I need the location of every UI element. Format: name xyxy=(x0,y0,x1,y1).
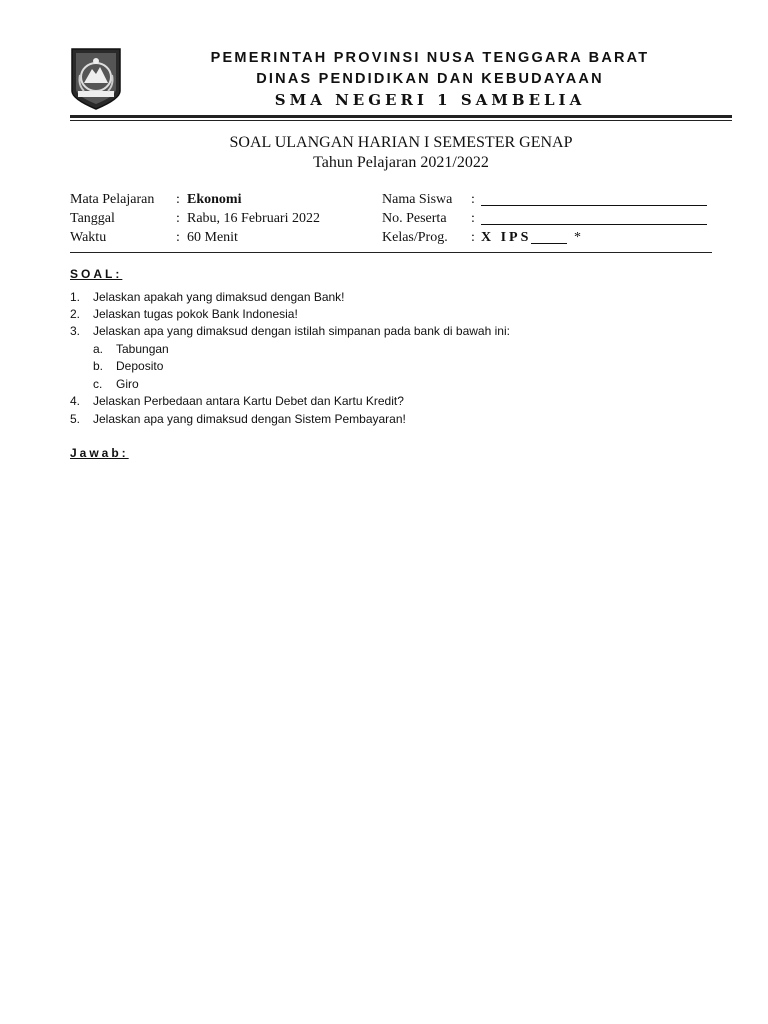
participant-number-field[interactable] xyxy=(481,211,707,230)
student-name-colon: : xyxy=(471,192,475,207)
question-number: 3. xyxy=(70,324,81,338)
soal-heading: SOAL: xyxy=(70,267,123,281)
info-divider xyxy=(70,252,712,253)
class-colon: : xyxy=(471,230,475,245)
participant-number-label: No. Peserta xyxy=(382,211,447,226)
question-number: 5. xyxy=(70,412,81,426)
question-text: Jelaskan apa yang dimaksud dengan istilah simpanan pada bank di bawah ini: xyxy=(93,324,510,338)
class-suffix: * xyxy=(574,230,581,245)
header-divider-thick xyxy=(70,115,732,118)
academic-year: Tahun Pelajaran 2021/2022 xyxy=(313,154,489,171)
time-value: 60 Menit xyxy=(187,230,238,245)
question-text: Jelaskan apakah yang dimaksud dengan Bank! xyxy=(93,290,345,304)
sub-item-text: Deposito xyxy=(116,359,164,373)
time-label: Waktu xyxy=(70,230,107,245)
question-number: 1. xyxy=(70,290,81,304)
header-department: DINAS PENDIDIKAN DAN KEBUDAYAAN xyxy=(256,71,604,87)
provincial-emblem-icon xyxy=(70,47,122,111)
header-divider-thin xyxy=(70,120,732,121)
sub-item-text: Giro xyxy=(116,377,139,391)
date-value: Rabu, 16 Februari 2022 xyxy=(187,211,320,226)
header-school: SMA NEGERI 1 SAMBELIA xyxy=(274,91,586,109)
sub-item-letter: b. xyxy=(93,359,104,373)
question-number: 4. xyxy=(70,394,81,408)
sub-item-letter: a. xyxy=(93,342,104,356)
time-colon: : xyxy=(176,230,180,245)
student-name-label: Nama Siswa xyxy=(382,192,453,207)
header-government: PEMERINTAH PROVINSI NUSA TENGGARA BARAT xyxy=(210,50,650,66)
question-text: Jelaskan apa yang dimaksud dengan Sistem Pembayaran! xyxy=(93,412,406,426)
jawab-heading: Jawab: xyxy=(70,446,129,460)
class-label: Kelas/Prog. xyxy=(382,230,448,245)
subject-value: Ekonomi xyxy=(187,192,242,207)
subject-label: Mata Pelajaran xyxy=(70,192,155,207)
participant-number-colon: : xyxy=(471,211,475,226)
question-text: Jelaskan Perbedaan antara Kartu Debet dan Kartu Kredit? xyxy=(93,394,404,408)
class-field[interactable] xyxy=(531,230,567,249)
date-label: Tanggal xyxy=(70,211,115,226)
sub-item-text: Tabungan xyxy=(116,342,169,356)
question-text: Jelaskan tugas pokok Bank Indonesia! xyxy=(93,307,298,321)
subject-colon: : xyxy=(176,192,180,207)
class-value: X IPS xyxy=(481,230,532,245)
question-number: 2. xyxy=(70,307,81,321)
sub-item-letter: c. xyxy=(93,377,103,391)
exam-title: SOAL ULANGAN HARIAN I SEMESTER GENAP xyxy=(229,134,573,151)
student-name-field[interactable] xyxy=(481,192,707,211)
date-colon: : xyxy=(176,211,180,226)
